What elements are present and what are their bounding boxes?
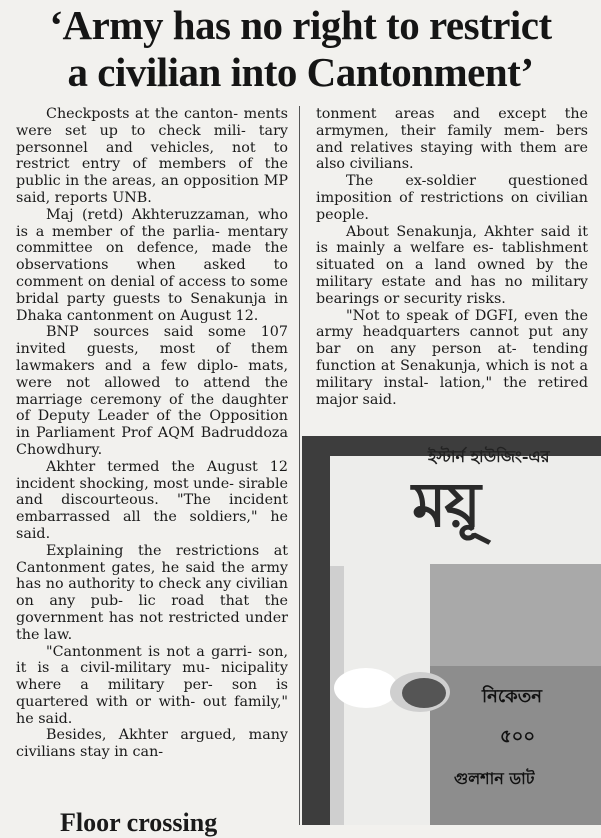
next-article-headline: Floor crossing [60,808,218,837]
article-column-2 [316,106,588,408]
ad-text-line-1: নিকেতন [482,686,542,707]
ad-graphic [334,668,398,708]
article-headline [0,0,601,100]
advertisement-image [302,436,601,825]
paragraph: Maj (retd) Akhteruzzaman, who is a member of the parlia- mentary committee on defence, made the observations when asked to comment on denial of access to some bridal party guests to Senakunja in Dhaka cantonment on August 12. [16,206,288,324]
paragraph: About Senakunja, Akhter said it is mainly a welfare es- tablishment situated on a land owned by the military estate and has no military bearings or security risks. [316,223,588,307]
ad-text-line-2: ৫০০ [500,726,536,747]
article-column-1 [16,106,288,825]
ad-top-text: ইস্টার্ন হাউজিং-এর [428,447,550,466]
paragraph: Akhter termed the August 12 incident shocking, most unde- sirable and discourteous. "The incident embarrassed all the soldiers," he said. [16,458,288,542]
paragraph: "Not to speak of DGFI, even the army headquarters cannot put any bar on any person at- tending function at Senakunja, which is not a military instal- lation," the retired major said. [316,307,588,408]
ad-title: ময়ূ [412,468,479,541]
paragraph-continuation: tonment areas and except the armymen, their family mem- bers and relatives staying with them are also civilians. [316,106,588,173]
headline-line-1: ‘Army has no right to restrict [49,2,552,48]
ad-text-line-3: গুলশান ডাট [454,769,535,788]
column-divider [299,106,300,825]
paragraph: "Cantonment is not a garri- son, it is a civil-military mu- nicipality where a military per- son is quartered with or with- out family," he said. [16,643,288,727]
paragraph: BNP sources said some 107 invited guests, most of them lawmakers and a few diplo- mats, were not allowed to attend the marriage ceremony of the daughter of Deputy Leader of the Opposition in Parliament Prof AQM Badruddoza Chowdhury. [16,324,288,458]
ad-graphic [402,678,446,708]
paragraph: The ex-soldier questioned imposition of restrictions on civilian people. [316,173,588,223]
paragraph: Explaining the restrictions at Cantonment gates, he said the army has no authority to check any civilian on any pub- lic road that the government has not restricted under the law. [16,542,288,643]
paragraph: Checkposts at the canton- ments were set up to check mili- tary personnel and vehicles, not to restrict entry of members of the public in the areas, an opposition MP said, reports UNB. [16,106,288,206]
paragraph: Besides, Akhter argued, many civilians stay in can- [16,727,288,761]
headline-line-2: a civilian into Cantonment’ [67,49,534,95]
